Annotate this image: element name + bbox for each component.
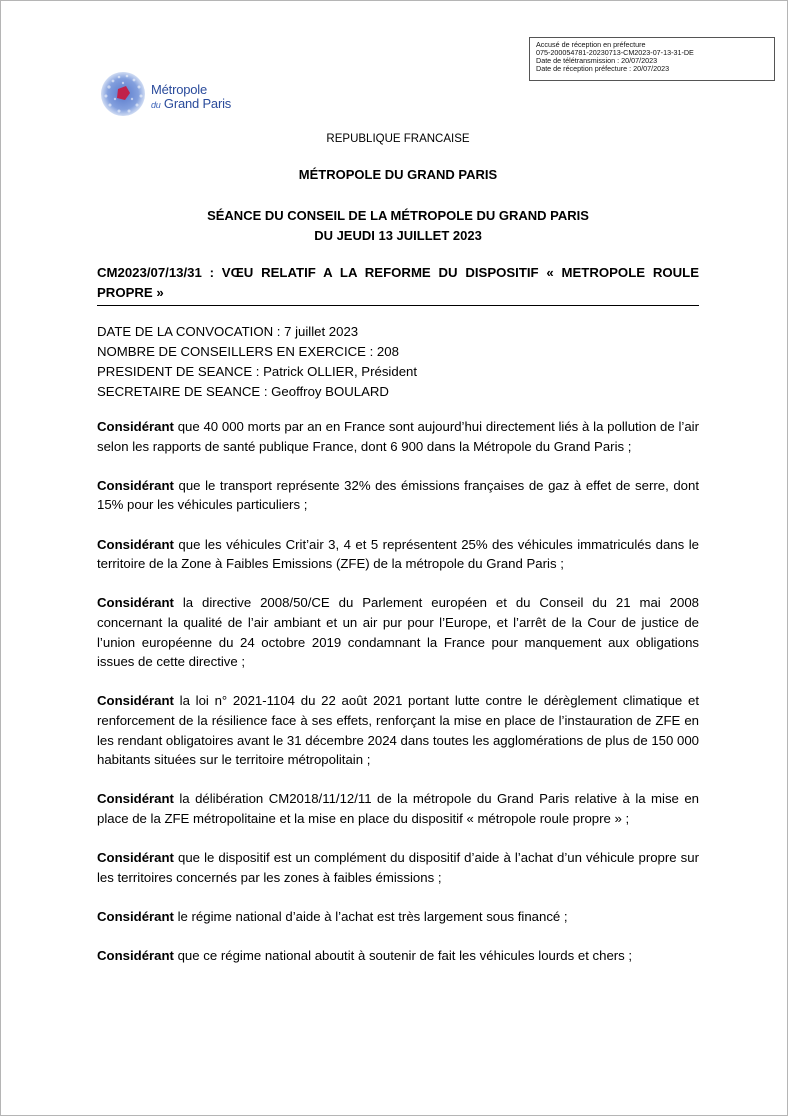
considerant-lead: Considérant	[97, 791, 174, 807]
logo-wordmark	[151, 83, 231, 112]
convocation-date: DATE DE LA CONVOCATION : 7 juillet 2023	[97, 324, 359, 339]
considerant-lead: Considérant	[97, 850, 174, 866]
seance-heading	[97, 206, 699, 246]
considerant-lead: Considérant	[97, 948, 174, 964]
considerant-text: que 40 000 morts par an en France sont aujourd’hui directement liés à la pollution de l’air selon les rapports de santé publique France, dont 6 900 dans la Métropole du Grand Paris ;	[97, 419, 699, 454]
considerant-lead: Considérant	[97, 693, 174, 709]
logo-line: du	[151, 100, 161, 110]
metropole-globe-icon	[99, 69, 155, 119]
republic-heading: REPUBLIQUE FRANCAISE	[326, 133, 470, 145]
seance-line: DU JEUDI 13 JUILLET 2023	[314, 228, 482, 243]
considerant-text: la délibération CM2018/11/12/11 de la métropole du Grand Paris relative à la mise en place de la ZFE métropolitaine et la mise en place du dispositif « métropole roule propre » ;	[97, 791, 699, 826]
considerant-paragraph	[97, 476, 699, 515]
considerant-paragraph	[97, 417, 699, 456]
prefecture-reception-stamp	[529, 37, 775, 81]
considerant-text: que les véhicules Crit’air 3, 4 et 5 représentent 25% des véhicules immatriculés dans le territoire de la Zone à Faibles Emissions (ZFE) de la métropole du Grand Paris ;	[97, 536, 699, 572]
considerant-paragraph	[97, 907, 699, 927]
considerant-lead: Considérant	[97, 419, 174, 434]
considerant-paragraph	[97, 593, 699, 671]
considerant-text: la loi n° 2021-1104 du 22 août 2021 portant lutte contre le dérèglement climatique et renforcement de la résilience face à ses effets, renforçant la mise en place de l’instauration de ZFE en les rendant obligatoires avant le 31 décembre 2024 dans toutes les agglomérations de plus de 150 000 habitants situées sur le territoire métropolitain ;	[97, 693, 699, 768]
considerant-lead: Considérant	[97, 908, 174, 924]
president-seance: PRESIDENT DE SEANCE : Patrick OLLIER, Président	[97, 364, 418, 379]
considerant-lead: Considérant	[97, 477, 174, 493]
stamp-line: Date de télétransmission : 20/07/2023	[536, 56, 658, 65]
considerant-lead: Considérant	[97, 595, 174, 611]
stamp-line: Accusé de réception en préfecture	[536, 40, 646, 49]
logo-line: Métropole	[151, 82, 208, 97]
considerants-list	[97, 417, 699, 985]
seance-line: SÉANCE DU CONSEIL DE LA MÉTROPOLE DU GRAND PARIS	[207, 208, 589, 223]
considerant-lead: Considérant	[97, 536, 174, 552]
considerant-paragraph	[97, 691, 699, 769]
secretaire-seance: SECRETAIRE DE SEANCE : Geoffroy BOULARD	[97, 384, 389, 399]
stamp-line: Date de réception préfecture : 20/07/2023	[536, 64, 670, 73]
considerant-text: la directive 2008/50/CE du Parlement européen et du Conseil du 21 mai 2008 concernant la qualité de l’air ambiant et un air pur pour l’Europe, et l’arrêt de la Cour de justice de l’union européenne du 24 octobre 2019 condamnant la France pour manquement aux obligations issues de cette directive ;	[97, 595, 699, 670]
metropole-logo	[99, 69, 239, 119]
metropole-heading: MÉTROPOLE DU GRAND PARIS	[298, 167, 498, 182]
considerant-paragraph	[97, 789, 699, 828]
logo-line: Grand Paris	[163, 96, 232, 111]
considerant-paragraph	[97, 946, 699, 966]
considerant-paragraph	[97, 848, 699, 887]
considerant-text: le régime national d’aide à l’achat est très largement sous financé ;	[173, 908, 568, 924]
considerant-text: que ce régime national aboutit à soutenir de fait les véhicules lourds et chers ;	[173, 948, 633, 964]
considerant-text: que le transport représente 32% des émissions françaises de gaz à effet de serre, dont 15% pour les véhicules particuliers ;	[97, 477, 699, 513]
considerant-text: que le dispositif est un complément du dispositif d’aide à l’achat d’un véhicule propre sur les territoires concernés par les zones à faibles émissions ;	[97, 850, 699, 885]
conseillers-count: NOMBRE DE CONSEILLERS EN EXERCICE : 208	[97, 344, 399, 359]
deliberation-title: CM2023/07/13/31 : VŒU RELATIF A LA REFORME DU DISPOSITIF « METROPOLE ROULE PROPRE »	[97, 263, 699, 306]
session-meta	[97, 322, 699, 402]
stamp-line: 075-200054781-20230713-CM2023-07-13-31-DE	[536, 48, 694, 57]
considerant-paragraph	[97, 535, 699, 574]
